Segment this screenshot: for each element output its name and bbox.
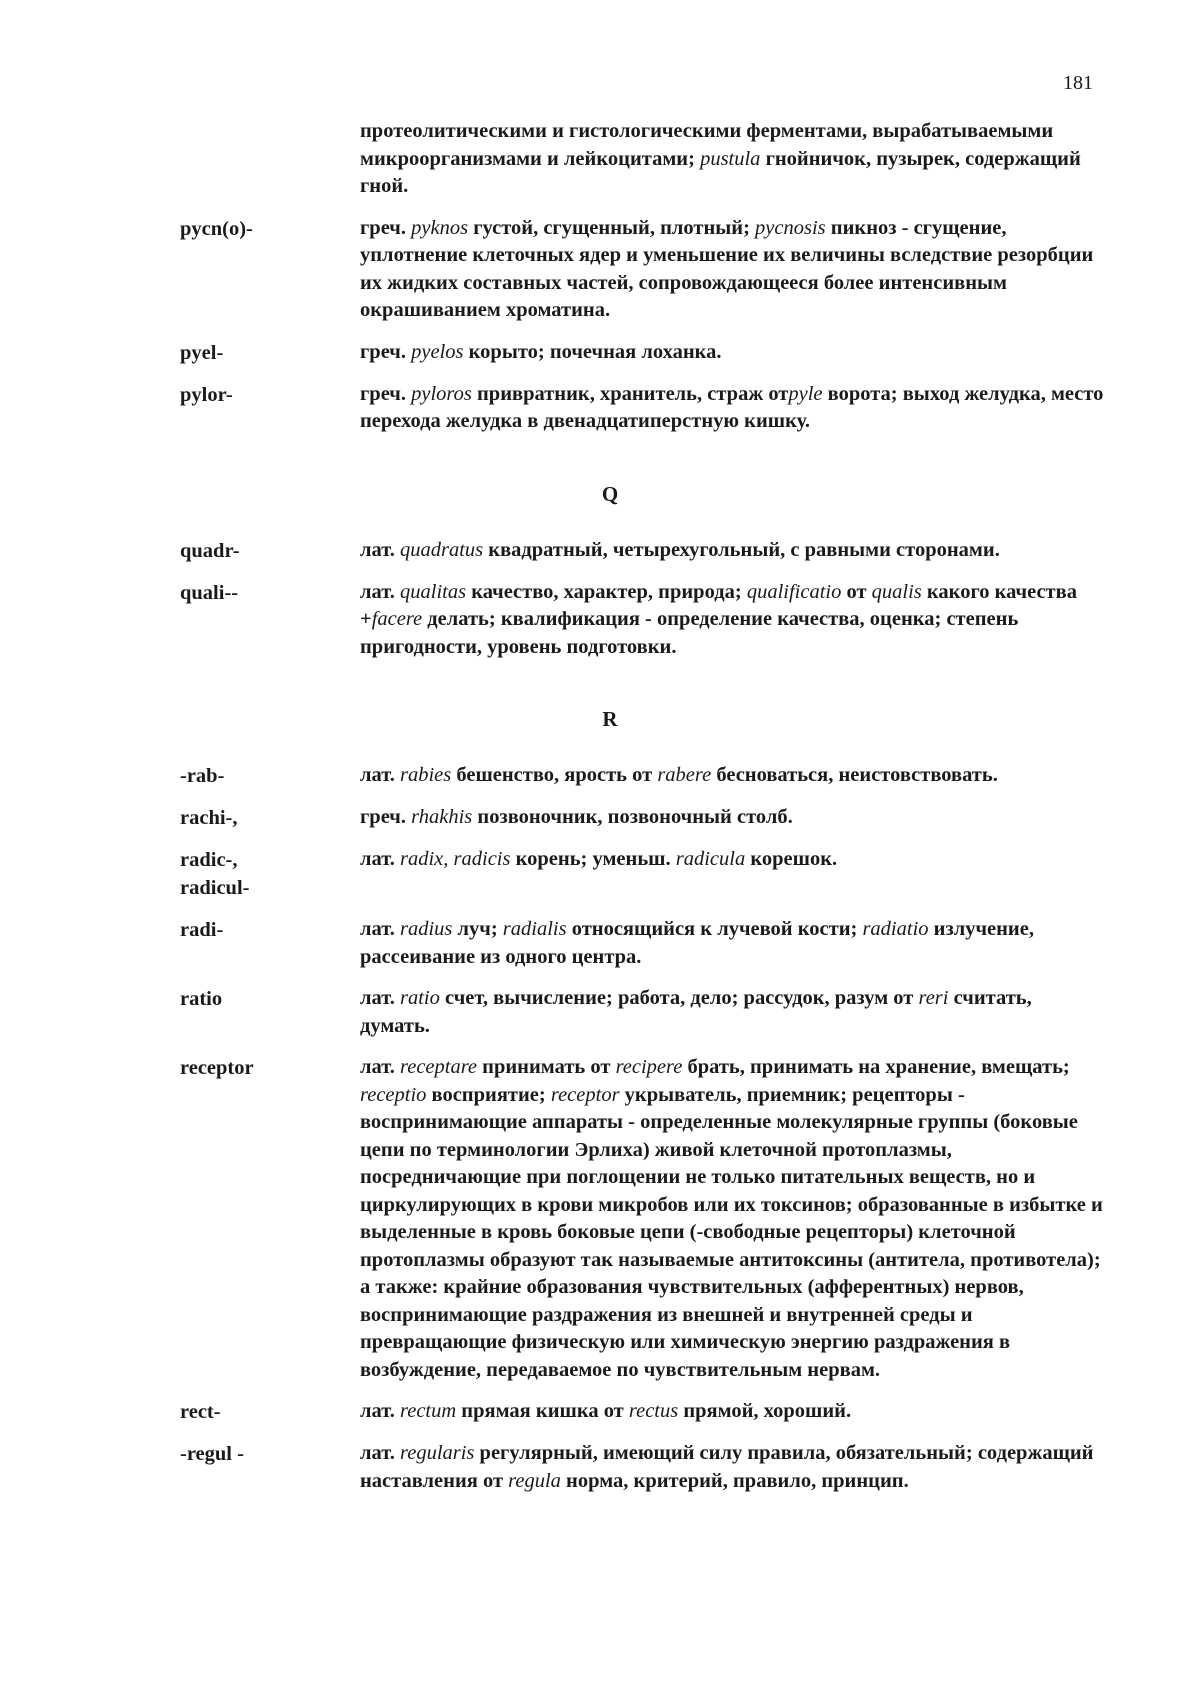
latin-word: reri xyxy=(918,987,949,1009)
latin-word: qualitas xyxy=(400,580,467,603)
definition-text: лат. xyxy=(360,1442,400,1464)
entry-term: rachi-, xyxy=(180,807,238,829)
dictionary-entry xyxy=(180,846,1105,902)
dictionary-content xyxy=(180,118,1105,1509)
latin-word: facere xyxy=(371,608,423,630)
entry-definition xyxy=(360,215,1105,325)
definition-text: густой, сгущенный, плотный; xyxy=(468,216,756,239)
definition-text: восприятие; xyxy=(426,1083,551,1106)
entry-definition xyxy=(360,1054,1105,1384)
latin-word: pyle xyxy=(788,382,823,405)
latin-word: radix, radicis xyxy=(400,848,511,870)
latin-word: pustula xyxy=(700,147,761,170)
definition-text: относящийся к лучевой кости; xyxy=(566,918,863,940)
definition-text: позвоночник, позвоночный столб. xyxy=(472,806,793,828)
definition-text: гнойничок, пузырек, содержащий гной. xyxy=(360,147,1081,197)
dictionary-entry xyxy=(180,339,1105,367)
latin-word: pyknos xyxy=(411,216,469,239)
definition-text: регулярный, имеющий силу правила, обязательный; содержащий наставления от xyxy=(360,1442,1094,1492)
entry-term: radic-, radicul- xyxy=(180,849,250,899)
dictionary-entry xyxy=(180,916,1105,971)
latin-word: pycnosis xyxy=(755,216,826,239)
entry-term: pycn(o)- xyxy=(180,217,253,240)
definition-text: от xyxy=(841,580,872,603)
entry-definition xyxy=(360,846,1105,874)
entry-definition xyxy=(360,804,1105,832)
dictionary-entry xyxy=(180,537,1105,565)
entry-definition xyxy=(360,762,1105,790)
entry-definition xyxy=(360,339,1105,367)
dictionary-entry xyxy=(180,1440,1105,1495)
entry-term: receptor xyxy=(180,1057,254,1079)
entry-term: rect- xyxy=(180,1401,221,1423)
definition-text: лат. xyxy=(360,538,400,561)
latin-word: ratio xyxy=(400,987,440,1009)
section-letter-heading: Q xyxy=(601,481,619,506)
definition-text: греч. xyxy=(360,382,412,405)
latin-word: recipere xyxy=(615,1056,683,1078)
entry-definition xyxy=(360,579,1105,662)
definition-text: норма, критерий, правило, принцип. xyxy=(560,1469,909,1492)
definition-text: лат. xyxy=(360,848,400,870)
dictionary-entry xyxy=(180,579,1105,662)
latin-word: rectum xyxy=(400,1400,457,1422)
dictionary-entry xyxy=(180,762,1105,790)
definition-text: какого качества + xyxy=(360,580,1077,630)
entry-term: ratio xyxy=(180,988,223,1010)
latin-word: radialis xyxy=(502,918,567,940)
definition-text: счет, вычисление; работа, дело; рассудок, разум от xyxy=(439,987,919,1009)
definition-text: греч. xyxy=(360,806,412,828)
definition-text: ворота; выход желудка, место перехода желудка в двенадцатиперстную кишку. xyxy=(360,382,1104,432)
latin-word: pyelos xyxy=(411,340,464,363)
latin-word: pyloros xyxy=(411,382,472,405)
entry-term: -regul - xyxy=(180,1443,244,1465)
definition-text: считать, думать. xyxy=(360,987,1032,1037)
definition-text: привратник, хранитель, страж от xyxy=(471,382,789,405)
latin-word: rabies xyxy=(400,764,452,786)
entry-definition xyxy=(360,985,1105,1040)
definition-text: протеолитическими и гистологическими ферментами, вырабатываемыми микроорганизмами и лейкоцитами; xyxy=(360,120,1054,170)
dictionary-entry xyxy=(180,1398,1105,1426)
definition-text: луч; xyxy=(452,918,503,940)
definition-text: корыто; почечная лоханка. xyxy=(463,340,722,363)
definition-text: корень; уменьш. xyxy=(510,848,676,870)
definition-text: бесноваться, неистовствовать. xyxy=(711,764,998,786)
dictionary-entry xyxy=(180,381,1105,436)
latin-word: rectus xyxy=(628,1400,679,1422)
definition-text: качество, характер, природа; xyxy=(466,580,747,603)
latin-word: radicula xyxy=(675,848,746,870)
entry-term: quadr- xyxy=(180,539,240,562)
continuation-text xyxy=(360,118,1105,201)
definition-text: лат. xyxy=(360,987,400,1009)
latin-word: rhakhis xyxy=(411,806,473,828)
definition-text: делать; квалификация - определение качества, оценка; степень пригодности, уровень подготовки. xyxy=(360,608,1019,658)
entry-term: -rab- xyxy=(180,765,225,787)
latin-word: radius xyxy=(400,918,453,940)
entry-definition xyxy=(360,916,1105,971)
definition-text: корешок. xyxy=(745,848,838,870)
dictionary-entry xyxy=(180,985,1105,1040)
definition-text: греч. xyxy=(360,216,412,239)
definition-text: лат. xyxy=(360,1400,400,1422)
entry-term: pylor- xyxy=(180,383,233,406)
latin-word: radiatio xyxy=(862,918,929,940)
latin-word: quadratus xyxy=(400,538,484,561)
latin-word: qualificatio xyxy=(746,580,842,603)
entry-term: quali-- xyxy=(180,581,239,604)
definition-text: прямой, хороший. xyxy=(678,1400,852,1422)
entry-definition xyxy=(360,1440,1105,1495)
entry-term: pyel- xyxy=(180,341,224,364)
definition-text: квадратный, четырехугольный, с равными сторонами. xyxy=(483,538,1000,561)
definition-text: лат. xyxy=(360,764,400,786)
dictionary-entry xyxy=(180,1054,1105,1384)
entry-term: radi- xyxy=(180,919,224,941)
latin-word: receptare xyxy=(400,1056,478,1078)
entry-definition xyxy=(360,1398,1105,1426)
dictionary-entry xyxy=(180,804,1105,832)
sections xyxy=(180,215,1105,1496)
definition-text: брать, принимать на хранение, вмещать; xyxy=(682,1056,1070,1078)
definition-text: прямая кишка от xyxy=(456,1400,629,1422)
definition-text: принимать от xyxy=(477,1056,616,1078)
entry-definition xyxy=(360,537,1105,565)
definition-text: укрыватель, приемник; рецепторы - воспринимающие аппараты - определенные молекулярные группы (боковые цепи по терминологии Эрлиха) живой клеточной протоплазмы, посредничающие при поглощении не только питательных веществ, но и циркулирующих в крови микробов или их токсинов; образованные в избытке и выделенные в кровь боковые цепи (-свободные рецепторы) клеточной протоплазмы образуют так называемые антитоксины (антитела, противотела); а также: крайние образования чувствительных (афферентных) нервов, воспринимающие раздражения из внешней и внутренней среды и превращающие физическую или химическую энергию раздражения в возбуждение, передаваемое по чувствительным нервам. xyxy=(360,1083,1103,1381)
latin-word: receptor xyxy=(550,1083,620,1106)
latin-word: regularis xyxy=(400,1442,475,1464)
definition-text: лат. xyxy=(360,1056,400,1078)
definition-text: лат. xyxy=(360,918,400,940)
definition-text: лат. xyxy=(360,580,400,603)
dictionary-entry xyxy=(180,215,1105,325)
page-number: 181 xyxy=(1063,72,1093,94)
definition-text: излучение, рассеивание из одного центра. xyxy=(360,918,1034,968)
latin-word: regula xyxy=(508,1469,561,1492)
section-letter-heading: R xyxy=(602,707,618,731)
definition-text: пикноз - сгущение, уплотнение клеточных ядер и уменьшение их величины вследствие резорбции их жидких составных частей, сопровождающееся более интенсивным окрашиванием хроматина. xyxy=(360,216,1094,321)
latin-word: qualis xyxy=(871,580,922,603)
definition-text: бешенство, ярость от xyxy=(451,764,658,786)
latin-word: receptio xyxy=(360,1083,427,1106)
definition-text: греч. xyxy=(360,340,412,363)
entry-definition xyxy=(360,381,1105,436)
latin-word: rabere xyxy=(657,764,712,786)
